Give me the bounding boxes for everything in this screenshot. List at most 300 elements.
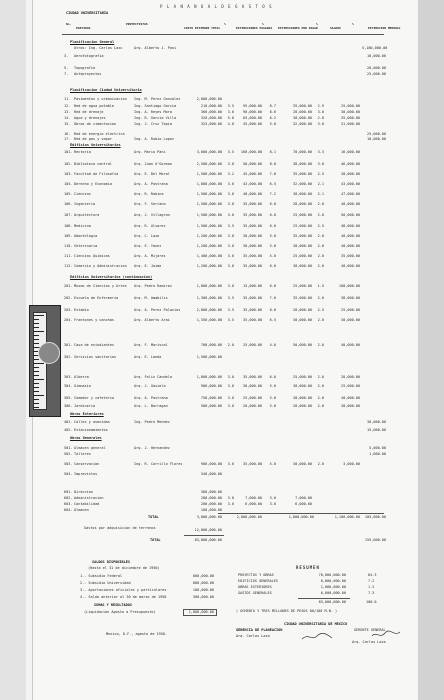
section-heading: Planificacion General	[70, 40, 115, 44]
row-number: 17.	[64, 137, 71, 141]
percent-paid: 3.0	[227, 234, 234, 238]
land-acquisition-label: Gastos por adquisicion de terrenos	[84, 526, 156, 530]
column-header: ESTIMACION MENSUAL	[368, 26, 401, 30]
percent-paid: 5.0	[227, 116, 234, 120]
percent-to-pay: 3.0	[269, 502, 276, 506]
to-pay-amount: 30,000.00	[293, 116, 312, 120]
percent-balance: 2.9	[317, 104, 324, 108]
total-rule	[218, 513, 384, 514]
item-name: Aerofotografia	[74, 54, 104, 58]
to-pay-amount: 35,000.00	[293, 234, 312, 238]
color-scale-ruler	[29, 305, 61, 417]
to-pay-amount: 70,000.00	[293, 150, 312, 154]
summary-line-percent: 7.2	[368, 579, 375, 583]
item-name: Derecho y Economia	[74, 182, 112, 186]
paid-amount: 35,000.00	[243, 318, 262, 322]
percent-to-pay: 5.0	[269, 122, 276, 126]
balance-amount: 25,000.00	[341, 104, 360, 108]
balance-line-label: 2.- Subsidio Universidad	[80, 581, 131, 585]
row-number: 503.	[64, 462, 73, 466]
paid-amount: 50,000.00	[243, 162, 262, 166]
percent-to-pay: 5.0	[269, 254, 276, 258]
to-pay-amount: 30,000.00	[293, 318, 312, 322]
designer-name: Arq. E. Del Moral	[134, 172, 170, 176]
balance-line-value: 600,000.00	[192, 574, 214, 578]
land-acquisition-cost: 12,000,000.00	[194, 528, 222, 532]
section-heading: Obras Exteriores	[70, 412, 104, 416]
to-pay-amount: 32,000.00	[293, 122, 312, 126]
percent-to-pay: 5.0	[269, 396, 276, 400]
item-name: Ingenieria	[74, 202, 96, 206]
row-number: 301.	[64, 343, 73, 347]
percent-paid: 3.0	[227, 284, 234, 288]
estimated-cost: 320,000.00	[200, 116, 222, 120]
paid-amount: 45,000.00	[243, 172, 262, 176]
percent-balance: 2.0	[317, 244, 324, 248]
item-name: Conservacion	[74, 462, 100, 466]
to-pay-amount: 28,000.00	[293, 110, 312, 114]
column-header: %	[316, 22, 318, 26]
grand-total-monthly: 155,000.00	[364, 538, 386, 542]
percent-balance: 2.0	[317, 462, 324, 466]
estimated-cost: 1,200,000.00	[196, 244, 222, 248]
estimated-cost: 700,000.00	[200, 343, 222, 347]
percent-paid: 2.0	[227, 343, 234, 347]
item-name: Gimnasio	[74, 384, 91, 388]
ruler-tick	[34, 323, 39, 324]
paid-amount: 30,000.00	[243, 384, 262, 388]
paid-amount: 45,000.00	[243, 122, 262, 126]
balance-amount: 16,000.00	[341, 150, 360, 154]
summary-total-percent: 100.0	[366, 600, 377, 604]
to-pay-amount: 35,000.00	[293, 172, 312, 176]
paid-amount: 40,000.00	[243, 192, 262, 196]
designer-name: Ing. J. Cruz Tapia	[134, 122, 172, 126]
percent-paid: 3.6	[227, 110, 234, 114]
to-pay-amount: 32,000.00	[293, 182, 312, 186]
summary-amount-in-words: ( OCHENTA Y TRES MILLONES DE PESOS 00/100 M.N. )	[236, 609, 338, 613]
monthly-estimate: 25,000.00	[367, 132, 386, 136]
item-name: Frontones y canchas	[74, 318, 115, 322]
percent-balance: 2.0	[317, 384, 324, 388]
item-name: Museo de Ciencias y Artes	[74, 284, 127, 288]
right-signatory-name: Arq. Carlos Lazo	[352, 640, 386, 644]
percent-balance: 3.0	[317, 162, 324, 166]
ruler-tick	[34, 335, 39, 336]
percent-balance: 2.5	[317, 308, 324, 312]
row-number: 14.	[64, 116, 71, 120]
paid-amount: 35,000.00	[243, 462, 262, 466]
percent-to-pay: 5.0	[269, 404, 276, 408]
column-header: PARTIDAS	[76, 26, 91, 30]
item-name: Otros: Ing. Carlos Lazo	[74, 46, 123, 50]
percent-balance: 2.5	[317, 224, 324, 228]
percent-paid: 3.0	[227, 404, 234, 408]
row-number: 15.	[64, 122, 71, 126]
paid-amount: 65,000.00	[243, 116, 262, 120]
estimated-cost: 1,500,000.00	[196, 355, 222, 359]
column-header: SALDOS	[330, 26, 341, 30]
ruler-tick	[34, 319, 39, 320]
designer-name: Ing. R. Garcia Villa	[134, 116, 177, 120]
ruler-tick	[34, 375, 39, 376]
percent-paid: 3.5	[227, 318, 234, 322]
monthly-estimate: 1,000.00	[369, 452, 386, 456]
item-name: Calles y avenidas	[74, 420, 110, 424]
row-number: 304.	[64, 384, 73, 388]
designer-name: Ing. R. Carrillo Flores	[134, 462, 182, 466]
document-title: P L A N A N U A L D E G A S T O S	[160, 4, 273, 9]
percent-to-pay: 6.0	[269, 375, 276, 379]
to-pay-amount: 35,000.00	[293, 104, 312, 108]
estimated-cost: 340,000.00	[200, 472, 222, 476]
percent-paid: 3.2	[227, 172, 234, 176]
percent-paid: 3.0	[227, 182, 234, 186]
estimated-cost: 1,200,000.00	[196, 264, 222, 268]
total-balance: 1,100,000.00	[334, 515, 360, 519]
estimated-cost: 750,000.00	[200, 396, 222, 400]
balance-amount: 30,000.00	[341, 172, 360, 176]
percent-paid: 3.5	[227, 296, 234, 300]
monthly-estimate: 5,000.00	[369, 446, 386, 450]
paid-amount: 30,000.00	[243, 234, 262, 238]
percent-to-pay: 4.0	[269, 343, 276, 347]
summary-line-value: 1,000,000.00	[320, 585, 346, 589]
to-pay-amount: 28,000.00	[293, 308, 312, 312]
percent-to-pay: 6.0	[269, 213, 276, 217]
percent-balance: 2.0	[317, 375, 324, 379]
paid-amount: 35,000.00	[243, 224, 262, 228]
estimated-cost: 1,800,000.00	[196, 182, 222, 186]
designer-name: Arq. E. Jaime	[134, 264, 162, 268]
percent-paid: 3.0	[227, 244, 234, 248]
percent-to-pay: 3.0	[269, 496, 276, 500]
row-number: 101.	[64, 150, 73, 154]
designer-name: Arq. F. Serrano	[134, 202, 166, 206]
ruler-tick	[34, 395, 44, 396]
row-number: 105.	[64, 192, 73, 196]
ruler-tick	[34, 403, 39, 404]
percent-paid: 3.5	[227, 224, 234, 228]
item-name: Alberca	[74, 375, 89, 379]
percent-balance: 2.0	[317, 213, 324, 217]
estimated-cost: 900,000.00	[200, 384, 222, 388]
percent-paid: 3.0	[227, 192, 234, 196]
percent-balance: 2.8	[317, 116, 324, 120]
percent-paid: 3.5	[227, 150, 234, 154]
percent-to-pay: 8.6	[269, 110, 276, 114]
percent-to-pay: 8.1	[269, 150, 276, 154]
percent-balance: 2.0	[317, 404, 324, 408]
row-number: 302.	[64, 355, 73, 359]
percent-to-pay: 5.0	[269, 234, 276, 238]
percent-to-pay: 6.0	[269, 264, 276, 268]
percent-balance: 2.0	[317, 234, 324, 238]
item-name: Rectoria	[74, 150, 91, 154]
row-number: 104.	[64, 182, 73, 186]
column-header: %	[224, 22, 226, 26]
percent-paid: 3.0	[227, 213, 234, 217]
row-number: 601.	[64, 490, 73, 494]
summary-line-label: PROYECTOS Y OBRAS	[238, 573, 274, 577]
summary-line-value: 70,000,000.00	[318, 573, 346, 577]
column-header: No.	[66, 22, 72, 26]
total-monthly: 105,000.00	[364, 515, 386, 519]
percent-to-pay: 7.0	[269, 172, 276, 176]
row-number: 108.	[64, 224, 73, 228]
percent-paid: 3.0	[227, 502, 234, 506]
paid-amount: 43,000.00	[243, 182, 262, 186]
to-pay-amount: 25,000.00	[293, 213, 312, 217]
item-name: Arquitectura	[74, 213, 100, 217]
row-number: 11.	[64, 97, 71, 101]
to-pay-amount: 25,000.00	[293, 284, 312, 288]
estimated-cost: 1,400,000.00	[196, 254, 222, 258]
ruler-tick	[34, 407, 39, 408]
percent-to-pay: 5.0	[269, 462, 276, 466]
monthly-estimate: 10,000.00	[367, 137, 386, 141]
grand-total-cost: 83,000,000.00	[194, 538, 222, 542]
to-pay-amount: 25,000.00	[293, 224, 312, 228]
row-number: 303.	[64, 375, 73, 379]
balance-amount: 25,000.00	[341, 308, 360, 312]
handwritten-signature-left	[300, 632, 334, 642]
percent-to-pay: 5.0	[269, 244, 276, 248]
percent-paid: 3.0	[227, 375, 234, 379]
percent-paid: 3.0	[227, 264, 234, 268]
left-signatory-title: GERENCIA DE PLANEACION	[236, 628, 283, 632]
percent-to-pay: 6.5	[269, 318, 276, 322]
percent-balance: 2.0	[317, 318, 324, 322]
ruler-tick	[34, 399, 39, 400]
paid-amount: 30,000.00	[243, 244, 262, 248]
item-name: Estacionamientos	[74, 428, 108, 432]
item-name: Agua y drenajes	[74, 116, 106, 120]
designer-name: Arq. A. Mijares	[134, 254, 166, 258]
ruler-tick	[34, 339, 39, 340]
summary-rule	[298, 598, 350, 599]
balance-amount: 100,000.00	[338, 284, 360, 288]
row-number: 12.	[64, 104, 71, 108]
item-name: Almacen general	[74, 446, 106, 450]
designer-name: Arq. A. Perez Palacios	[134, 308, 181, 312]
estimated-cost: 1,500,000.00	[196, 213, 222, 217]
item-name: Almacen	[74, 508, 89, 512]
percent-balance: 2.1	[317, 192, 324, 196]
summary-line-percent: 1.2	[368, 585, 375, 589]
row-number: 111.	[64, 254, 73, 258]
row-number: 5.	[64, 66, 69, 70]
designer-name: Arq. L. Barragan	[134, 404, 168, 408]
row-number: 306.	[64, 404, 73, 408]
row-number: 402.	[64, 428, 73, 432]
summary-line-label: EDIFICIOS GENERALES	[238, 579, 279, 583]
total-paid: 2,000,000.00	[236, 515, 262, 519]
paid-amount: 35,000.00	[243, 254, 262, 258]
column-header: %	[352, 22, 354, 26]
balance-amount: 3,000.00	[343, 462, 360, 466]
summary-title: RESUMEN	[296, 565, 320, 570]
percent-to-pay: 7.0	[269, 296, 276, 300]
item-name: Comedor y cafeteria	[74, 396, 115, 400]
percent-balance: 2.0	[317, 296, 324, 300]
estimated-cost: 200,000.00	[200, 502, 222, 506]
monthly-estimate: 25,000.00	[367, 72, 386, 76]
percent-balance: 1.5	[317, 284, 324, 288]
ruler-tick	[34, 371, 39, 372]
to-pay-amount: 25,000.00	[293, 375, 312, 379]
percent-to-pay: 6.5	[269, 182, 276, 186]
to-pay-amount: 30,000.00	[293, 244, 312, 248]
total-label: TOTAL	[148, 515, 159, 519]
balance-amount: 40,000.00	[341, 244, 360, 248]
percent-balance: 2.0	[317, 202, 324, 206]
balance-amount: 28,000.00	[341, 375, 360, 379]
row-number: 604.	[64, 508, 73, 512]
balance-line-label: 3.- Aportaciones oficiales y particulares	[80, 588, 167, 592]
monthly-estimate: 5,180,000.00	[362, 46, 388, 50]
to-pay-amount: 30,000.00	[293, 384, 312, 388]
designer-name: Arq. J. Gaxiola	[134, 384, 166, 388]
percent-balance: 3.3	[317, 150, 324, 154]
summary-line-percent: 7.3	[368, 591, 375, 595]
summary-line-label: GASTOS GENERALES	[238, 591, 272, 595]
to-pay-amount: 6,000.00	[295, 502, 312, 506]
to-pay-amount: 7,000.00	[295, 496, 312, 500]
balance-amount: 40,000.00	[341, 202, 360, 206]
balances-note: (Liquidacion Agosto a Presupuesto)	[84, 610, 156, 614]
estimated-cost: 2,000,000.00	[196, 308, 222, 312]
monthly-estimate: 10,000.00	[367, 54, 386, 58]
item-name: Imprevistos	[74, 472, 98, 476]
percent-balance: 2.0	[317, 264, 324, 268]
estimated-cost: 1,200,000.00	[196, 234, 222, 238]
percent-paid: 3.0	[227, 396, 234, 400]
item-name: Ciencias Quimicas	[74, 254, 110, 258]
balance-amount: 30,000.00	[341, 318, 360, 322]
balance-amount: 40,000.00	[341, 343, 360, 347]
summary-total-value: 83,000,000.00	[318, 600, 346, 604]
paid-amount: 35,000.00	[243, 375, 262, 379]
designer-name: Ing. M. Perez Gonzalez	[134, 97, 181, 101]
item-name: Estadio	[74, 308, 89, 312]
organization-name: CIUDAD UNIVERSITARIA	[66, 11, 109, 15]
to-pay-amount: 30,000.00	[293, 264, 312, 268]
balance-amount: 46,000.00	[341, 162, 360, 166]
balance-line-label: 4.- Saldo anterior al 30 de marzo de 1950	[80, 595, 167, 599]
balances-subtitle: (Hasta el 31 de diciembre de 1950)	[88, 566, 160, 570]
item-name: Anteproyectos	[74, 72, 102, 76]
balance-line-value: 800,000.00	[192, 581, 214, 585]
ruler-tick	[34, 327, 39, 328]
percent-paid: 3.0	[227, 254, 234, 258]
estimated-cost: 900,000.00	[200, 462, 222, 466]
designer-name: Ing. Pedro Mendez	[134, 420, 170, 424]
item-name: Casa de estudiantes	[74, 343, 115, 347]
paid-amount: 160,000.00	[240, 150, 262, 154]
item-name: Administracion	[74, 496, 104, 500]
balance-line-value: 300,000.00	[192, 595, 214, 599]
to-pay-amount: 30,000.00	[293, 192, 312, 196]
ruler-tick	[34, 331, 44, 332]
to-pay-amount: 28,000.00	[293, 202, 312, 206]
designer-name: Arq. E. Yanez	[134, 244, 162, 248]
summary-line-value: 6,000,000.00	[320, 579, 346, 583]
estimated-cost: 500,000.00	[200, 404, 222, 408]
designer-name: Ing. Santiago Garcia	[134, 104, 177, 108]
percent-paid: 3.0	[227, 202, 234, 206]
monthly-estimate: 20,000.00	[367, 66, 386, 70]
designer-name: Arq. Alberto J. Pani	[134, 46, 177, 50]
to-pay-amount: 30,000.00	[293, 396, 312, 400]
row-number: 204.	[64, 318, 73, 322]
ruler-tick	[34, 383, 39, 384]
to-pay-amount: 30,000.00	[293, 462, 312, 466]
left-signatory-name: Arq. Carlos Lazo	[236, 634, 270, 638]
column-header: ESTIMACIONES PAGADAS	[236, 26, 273, 30]
item-name: Jardineria	[74, 404, 96, 408]
designer-name: Arq. Pedro Ramirez	[134, 284, 172, 288]
right-signatory-role: GERENTE GENERAL	[354, 628, 386, 632]
section-heading: Obras Generales	[70, 436, 102, 440]
row-number: 107.	[64, 213, 73, 217]
row-number: 202.	[64, 296, 73, 300]
estimated-cost: 1,000,000.00	[196, 375, 222, 379]
row-number: 504.	[64, 472, 73, 476]
percent-balance: 3.0	[317, 110, 324, 114]
estimated-cost: 360,000.00	[200, 490, 222, 494]
percent-to-pay: 8.0	[269, 308, 276, 312]
row-number: 305.	[64, 396, 73, 400]
paid-amount: 35,000.00	[243, 213, 262, 217]
estimated-cost: 100,000.00	[200, 508, 222, 512]
balance-amount: 38,000.00	[341, 296, 360, 300]
section-heading: Edificios Universitarios	[70, 143, 121, 147]
total-estimated-cost: 3,000,000.00	[196, 515, 222, 519]
item-name: Direccion	[74, 490, 93, 494]
item-name: Red de energia electrica	[74, 132, 125, 136]
designer-name: Arq. A. Pastrana	[134, 396, 168, 400]
paid-amount: 20,000.00	[243, 404, 262, 408]
balances-sum-value: 1,800,000.00	[188, 610, 214, 614]
designer-name: Arq. Mario Pani	[134, 150, 166, 154]
row-number: 603.	[64, 502, 73, 506]
balance-amount: 48,000.00	[341, 224, 360, 228]
percent-paid: 3.0	[227, 162, 234, 166]
ruler-tick	[34, 367, 39, 368]
paid-amount: 7,000.00	[245, 496, 262, 500]
row-number: 16.	[64, 132, 71, 136]
balance-amount: 35,000.00	[341, 254, 360, 258]
balance-amount: 43,000.00	[341, 182, 360, 186]
estimated-cost: 325,000.00	[200, 122, 222, 126]
ruler-tick	[34, 363, 44, 364]
ruler-tick	[34, 387, 39, 388]
balance-amount: 25,000.00	[341, 384, 360, 388]
percent-to-pay: 6.0	[269, 224, 276, 228]
item-name: Topografia	[74, 66, 96, 70]
row-number: 401.	[64, 420, 73, 424]
percent-to-pay: 8.7	[269, 104, 276, 108]
ruler-tick	[34, 359, 39, 360]
row-number: 102.	[64, 162, 73, 166]
paid-amount: 25,000.00	[243, 343, 262, 347]
estimated-cost: 3,000,000.00	[196, 150, 222, 154]
designer-name: Arq. Juan O'Gorman	[134, 162, 172, 166]
designer-name: Arq. C. Lazo	[134, 234, 160, 238]
designer-name: Arq. M. Amabilis	[134, 296, 168, 300]
percent-to-pay: 6.0	[269, 284, 276, 288]
